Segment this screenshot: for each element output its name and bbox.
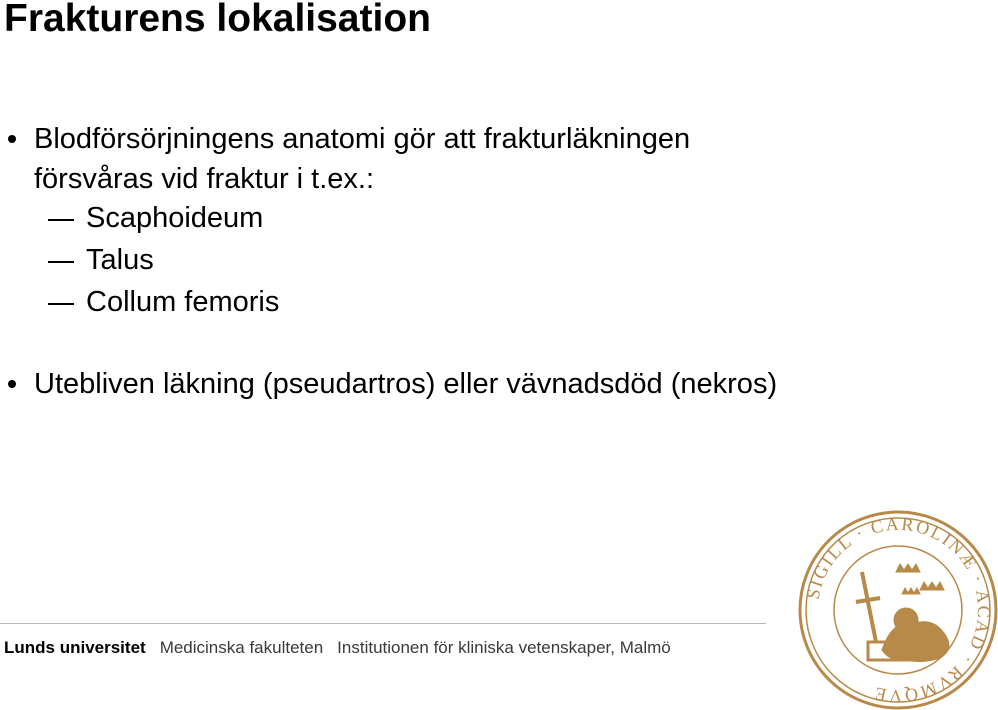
dash-icon xyxy=(48,261,74,263)
bullet-text-continuation: försvåras vid fraktur i t.ex.: xyxy=(34,163,375,195)
bullet-text: Utebliven läkning (pseudartros) eller vävnadsdöd (nekros) xyxy=(34,368,778,400)
sub-item-text: Talus xyxy=(86,244,154,276)
seal-legend: SIGILL · CAROLINÆ · ACAD · RVMQVE xyxy=(802,513,995,707)
university-seal-icon xyxy=(798,510,998,710)
slide-title: Frakturens lokalisation xyxy=(4,0,431,40)
bullet-text: Blodförsörjningens anatomi gör att frakturläkningen xyxy=(34,123,691,155)
svg-text:SIGILL · CAROLINÆ · ACAD · RVM xyxy=(803,514,994,706)
footer-faculty: Medicinska fakulteten xyxy=(159,638,324,657)
bullet-dot-icon xyxy=(8,135,16,143)
dash-icon xyxy=(48,303,74,305)
footer-divider xyxy=(0,623,766,624)
footer xyxy=(4,637,671,659)
sub-item-text: Scaphoideum xyxy=(86,202,264,234)
sub-item-text: Collum femoris xyxy=(86,286,280,318)
bullet-dot-icon xyxy=(8,380,16,388)
footer-institution: Institutionen för kliniska vetenskaper, Malmö xyxy=(337,638,671,657)
footer-university: Lunds universitet xyxy=(4,638,146,657)
dash-icon xyxy=(48,219,74,221)
